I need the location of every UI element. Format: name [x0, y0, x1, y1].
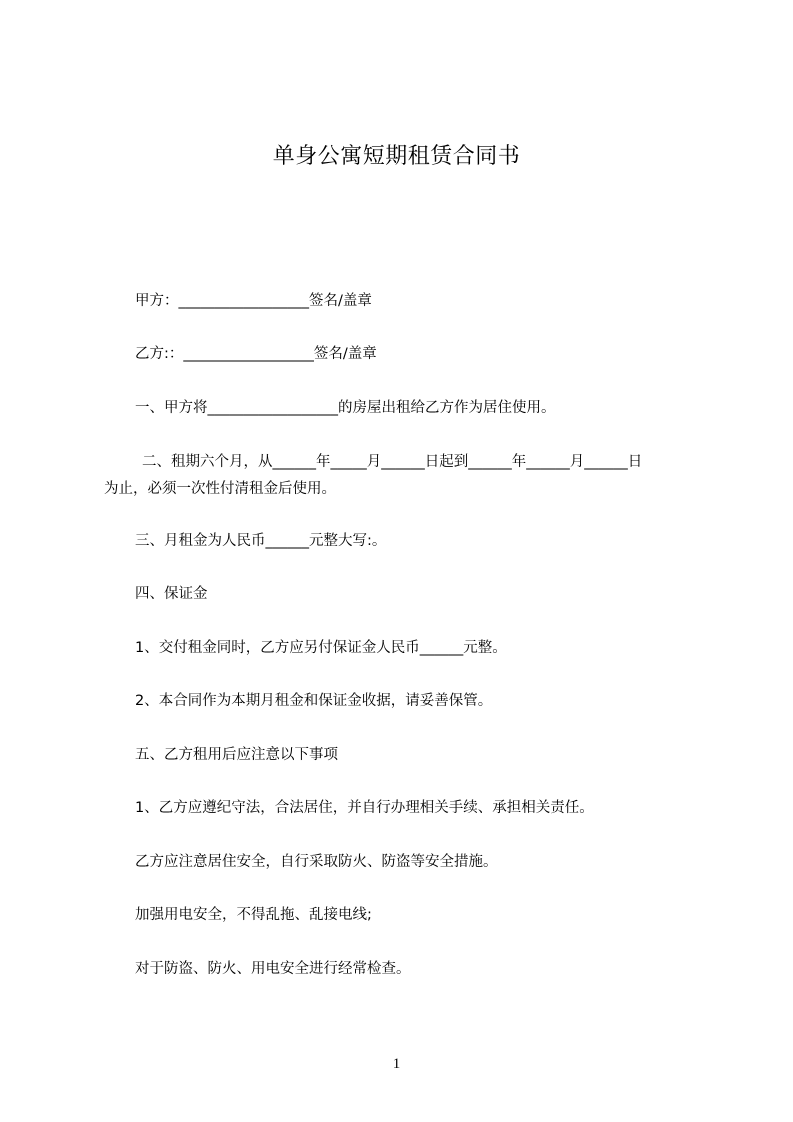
clause-2-line-2: 为止，必须一次性付清租金后使用。	[104, 481, 336, 497]
document-title: 单身公寓短期租赁合同书	[272, 144, 521, 169]
party-a-line: 甲方：__________________签名/盖章	[135, 293, 372, 309]
clause-5-heading: 五、乙方租用后应注意以下事项	[135, 747, 338, 763]
clause-4-item-2: 2、本合同作为本期月租金和保证金收据，请妥善保管。	[135, 693, 493, 709]
page-number: 1	[392, 1056, 401, 1072]
clause-4-item-1: 1、交付租金同时，乙方应另付保证金人民币______元整。	[135, 640, 507, 656]
clause-5-item-1: 1、乙方应遵纪守法，合法居住，并自行办理相关手续、承担相关责任。	[135, 800, 594, 816]
party-b-line: 乙方:：__________________签名/盖章	[135, 346, 377, 362]
clause-5-item-3: 加强用电安全，不得乱拖、乱接电线;	[135, 907, 372, 923]
clause-2-line-1: 二、租期六个月，从______年_____月______日起到______年______月______日	[142, 454, 643, 470]
clause-5-item-4: 对于防盗、防火、用电安全进行经常检查。	[135, 961, 411, 977]
clause-5-item-2: 乙方应注意居住安全，自行采取防火、防盗等安全措施。	[135, 854, 498, 870]
clause-1: 一、甲方将__________________的房屋出租给乙方作为居住使用。	[135, 400, 556, 416]
clause-3: 三、月租金为人民币______元整大写:。	[135, 533, 387, 549]
clause-4-heading: 四、保证金	[135, 586, 208, 602]
